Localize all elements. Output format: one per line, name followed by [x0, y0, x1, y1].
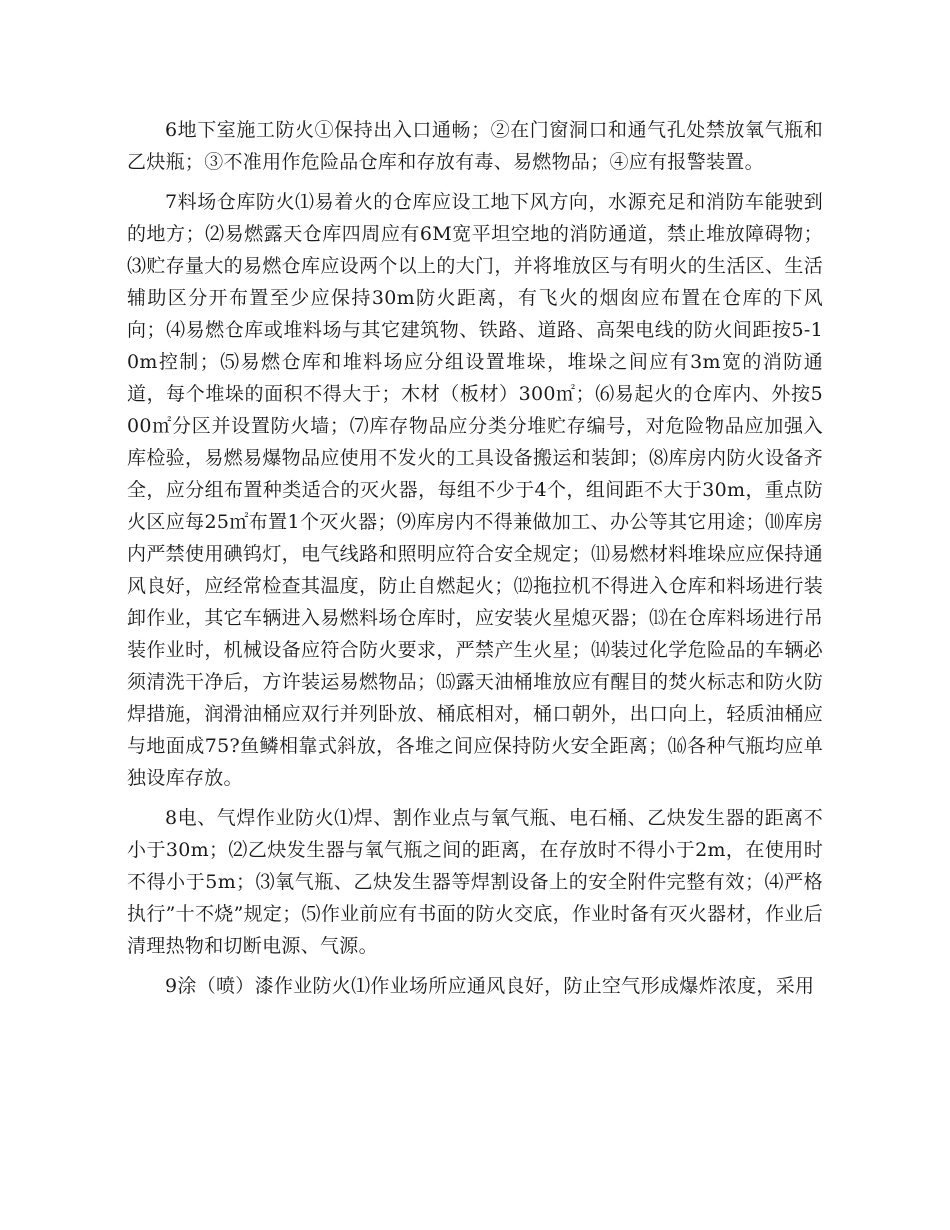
document-body — [127, 114, 823, 1010]
paragraph-painting-fire-prevention: 9涂（喷）漆作业防火⑴作业场所应通风良好，防止空气形成爆炸浓度，采用 — [165, 975, 815, 997]
paragraph-basement-fire-prevention: 6地下室施工防火①保持出入口通畅；②在门窗洞口和通气孔处禁放氧气瓶和乙炔瓶；③不准用作危险品仓库和存放有毒、易燃物品；④应有报警装置。 — [127, 119, 823, 173]
paragraph-welding-fire-prevention: 8电、气焊作业防火⑴焊、割作业点与氧气瓶、电石桶、乙炔发生器的距离不小于30m；⑵乙炔发生器与氧气瓶之间的距离，在存放时不得小于2m，在使用时不得小于5m；⑶氧气瓶、乙炔发生器等焊割设备上的安全附件完整有效；⑷严格执行”十不烧”规定；⑸作业前应有书面的防火交底，作业时备有灭火器材，作业后清理热物和切断电源、气源。 — [127, 807, 823, 957]
paragraph-storage-yard-fire-prevention: 7料场仓库防火⑴易着火的仓库应设工地下风方向，水源充足和消防车能驶到的地方；⑵易燃露天仓库四周应有6M宽平坦空地的消防通道，禁止堆放障碍物；⑶贮存量大的易燃仓库应设两个以上的大门，并将堆放区与有明火的生活区、生活辅助区分开布置至少应保持30m防火距离，有飞火的烟囱应布置在仓库的下风向；⑷易燃仓库或堆料场与其它建筑物、铁路、道路、高架电线的防火间距按5-10m控制；⑸易燃仓库和堆料场应分组设置堆垛，堆垛之间应有3m宽的消防通道，每个堆垛的面积不得大于；木材（板材）300㎡；⑹易起火的仓库内、外按500㎡分区并设置防火墙；⑺库存物品应分类分堆贮存编号，对危险物品应加强入库检验，易燃易爆物品应使用不发火的工具设备搬运和装卸；⑻库房内防火设备齐全，应分组布置种类适合的灭火器，每组不少于4个，组间距不大于30m，重点防火区应每25㎡布置1个灭火器；⑼库房内不得兼做加工、办公等其它用途；⑽库房内严禁使用碘钨灯，电气线路和照明应符合安全规定；⑾易燃材料堆垛应应保持通风良好，应经常检查其温度，防止自燃起火；⑿拖拉机不得进入仓库和料场进行装卸作业，其它车辆进入易燃料场仓库时，应安装火星熄灭器；⒀在仓库料场进行吊装作业时，机械设备应符合防火要求，严禁产生火星；⒁装过化学危险品的车辆必须清洗干净后，方许装运易燃物品；⒂露天油桶堆放应有醒目的焚火标志和防火防焊措施，润滑油桶应双行并列卧放、桶底相对，桶口朝外，出口向上，轻质油桶应与地面成75?鱼鳞相靠式斜放，各堆之间应保持防火安全距离；⒃各种气瓶均应单独设库存放。 — [127, 191, 823, 789]
